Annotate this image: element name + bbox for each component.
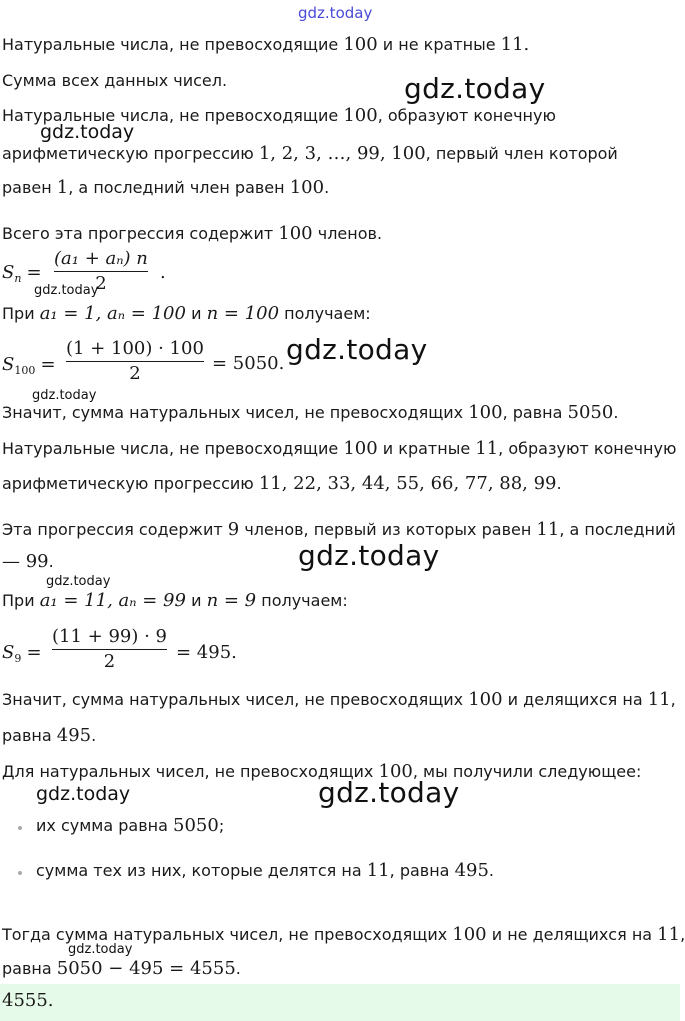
math: 11, 22, 33, 44, 55, 66, 77, 88, 99 — [258, 473, 557, 494]
bullet-marker — [18, 871, 22, 875]
text: Для натуральных чисел, не превосходящих — [2, 762, 374, 781]
fraction-denominator: 2 — [129, 363, 141, 384]
fraction-numerator: (1 + 100) · 100 — [66, 338, 204, 359]
paragraph-line — [2, 143, 618, 164]
math: 100 — [278, 223, 313, 244]
math: 5050 − 495 = 4555 — [56, 958, 236, 979]
math: 100 — [343, 34, 378, 55]
watermark: gdz.today — [40, 121, 135, 143]
math: 100 — [468, 402, 503, 423]
math: . — [160, 262, 166, 283]
math: = — [26, 642, 42, 663]
math: a₁ = 1, aₙ = 100 — [39, 303, 186, 324]
text: Всего эта прогрессия содержит — [2, 224, 274, 243]
text: равна — [2, 726, 52, 745]
text: , образуют конечную — [377, 106, 556, 125]
formula-sn-lhs — [2, 262, 42, 283]
watermark: gdz.today — [34, 283, 99, 298]
text: членов, первый из которых равен — [244, 520, 532, 539]
text: Значит, сумма натуральных чисел, не превосходящих — [2, 690, 464, 709]
text: , а последний член равен — [68, 178, 285, 197]
paragraph-line — [2, 958, 241, 979]
formula-s9-fraction — [52, 626, 167, 672]
text: Эта прогрессия содержит — [2, 520, 223, 539]
fraction-bar — [52, 649, 167, 650]
text: При — [2, 304, 35, 323]
text: . — [48, 552, 54, 571]
fraction-denominator: 2 — [95, 273, 107, 294]
text: и не делящихся на — [491, 925, 653, 944]
watermark: gdz.today — [404, 72, 546, 105]
paragraph-line — [2, 725, 96, 746]
math: 11. — [500, 34, 530, 55]
text: . — [324, 178, 330, 197]
text: их сумма равна — [36, 816, 168, 835]
math-subscript: 100 — [14, 364, 36, 377]
text: Тогда сумма натуральных чисел, не превосходящих — [2, 925, 448, 944]
problem-question — [2, 71, 227, 90]
math: = — [26, 262, 42, 283]
math: n = 9 — [206, 590, 257, 611]
text: ; — [218, 816, 225, 835]
math: S — [2, 354, 15, 375]
watermark: gdz.today — [68, 942, 133, 957]
watermark: gdz.today — [298, 539, 440, 572]
watermark: gdz.today — [286, 333, 428, 366]
math: S — [2, 642, 15, 663]
math: a₁ = 11, aₙ = 99 — [39, 590, 186, 611]
text: и кратные — [382, 439, 471, 458]
text: . — [235, 959, 241, 978]
text: Сумма всех данных чисел. — [2, 71, 228, 90]
math: 1 — [56, 177, 69, 198]
fraction-numerator: (a₁ + aₙ) n — [54, 248, 148, 269]
text: равен — [2, 178, 52, 197]
math: 100 — [343, 438, 378, 459]
problem-statement — [2, 34, 529, 55]
text: , — [670, 690, 676, 709]
paragraph-line — [2, 438, 676, 459]
math: 5050 — [567, 402, 614, 423]
text: и не кратные — [382, 35, 496, 54]
answer-box — [0, 984, 680, 1021]
text: . — [613, 403, 619, 422]
text: , а последний — [559, 520, 676, 539]
formula-s100-lhs — [2, 354, 56, 375]
math: 100 — [289, 177, 325, 198]
text: получаем: — [261, 591, 348, 610]
math: 9 — [227, 519, 240, 540]
text: , первый член которой — [425, 144, 618, 163]
paragraph-line — [2, 303, 371, 324]
text: равна — [2, 959, 52, 978]
math: = 5050. — [212, 353, 285, 374]
text: Натуральные числа, не превосходящие — [2, 35, 339, 54]
text: Натуральные числа, не превосходящие — [2, 106, 339, 125]
paragraph-line — [2, 689, 676, 710]
math: 100 — [452, 924, 487, 945]
text: При — [2, 591, 35, 610]
math: 5050 — [173, 815, 219, 836]
text: Натуральные числа, не превосходящие — [2, 439, 339, 458]
text: и делящихся на — [507, 690, 643, 709]
formula-s100-fraction — [66, 338, 204, 384]
watermark: gdz.today — [46, 574, 111, 589]
math: 495 — [56, 725, 92, 746]
paragraph-line — [2, 590, 348, 611]
math-subscript: 9 — [14, 652, 22, 665]
bullet-marker — [18, 826, 22, 830]
text: , — [680, 925, 685, 944]
text: , образуют конечную — [498, 439, 677, 458]
fraction-numerator: (11 + 99) · 9 — [52, 626, 167, 647]
fraction-bar — [54, 271, 148, 272]
text: сумма тех из них, которые делятся на — [36, 861, 362, 880]
watermark-top: gdz.today — [298, 4, 373, 22]
math: 100 — [378, 761, 413, 782]
fraction-bar — [66, 361, 204, 362]
text: арифметическую прогрессию — [2, 144, 254, 163]
text: арифметическую прогрессию — [2, 474, 254, 493]
paragraph-line — [2, 223, 382, 244]
math: 11 — [475, 438, 499, 459]
text: , равна — [502, 403, 563, 422]
paragraph-line — [2, 473, 562, 494]
math: 11 — [536, 519, 560, 540]
math: 1, 2, 3, …, 99, 100 — [258, 143, 426, 164]
math: 11 — [647, 689, 671, 710]
math: n = 100 — [206, 303, 280, 324]
math: = — [40, 354, 56, 375]
math: 100 — [343, 105, 378, 126]
text: , мы получили следующее: — [412, 762, 642, 781]
text: Значит, сумма натуральных чисел, не превосходящих — [2, 403, 464, 422]
math: 495 — [454, 860, 489, 881]
math: — 99 — [2, 551, 49, 572]
watermark: gdz.today — [36, 783, 131, 805]
text: получаем: — [284, 304, 371, 323]
math: 11 — [366, 860, 390, 881]
paragraph-line — [2, 177, 329, 198]
text: , равна — [389, 861, 450, 880]
watermark: gdz.today — [318, 776, 460, 809]
paragraph-line — [2, 519, 676, 540]
paragraph-line — [2, 402, 618, 423]
list-item — [36, 815, 224, 836]
formula-s9-lhs — [2, 642, 42, 663]
watermark: gdz.today — [32, 388, 97, 403]
fraction-denominator: 2 — [103, 651, 116, 672]
math: 100 — [468, 689, 503, 710]
paragraph-line — [2, 551, 54, 572]
math: = 495. — [176, 642, 237, 663]
text: . — [556, 474, 562, 493]
math-subscript: n — [14, 272, 22, 285]
math: S — [2, 262, 15, 283]
answer-value: 4555. — [2, 990, 54, 1011]
text: . — [488, 861, 495, 880]
text: и — [191, 591, 202, 610]
text: . — [91, 726, 97, 745]
text: и — [191, 304, 202, 323]
list-item — [36, 860, 494, 881]
math: 11 — [657, 924, 681, 945]
text: членов. — [317, 224, 383, 243]
